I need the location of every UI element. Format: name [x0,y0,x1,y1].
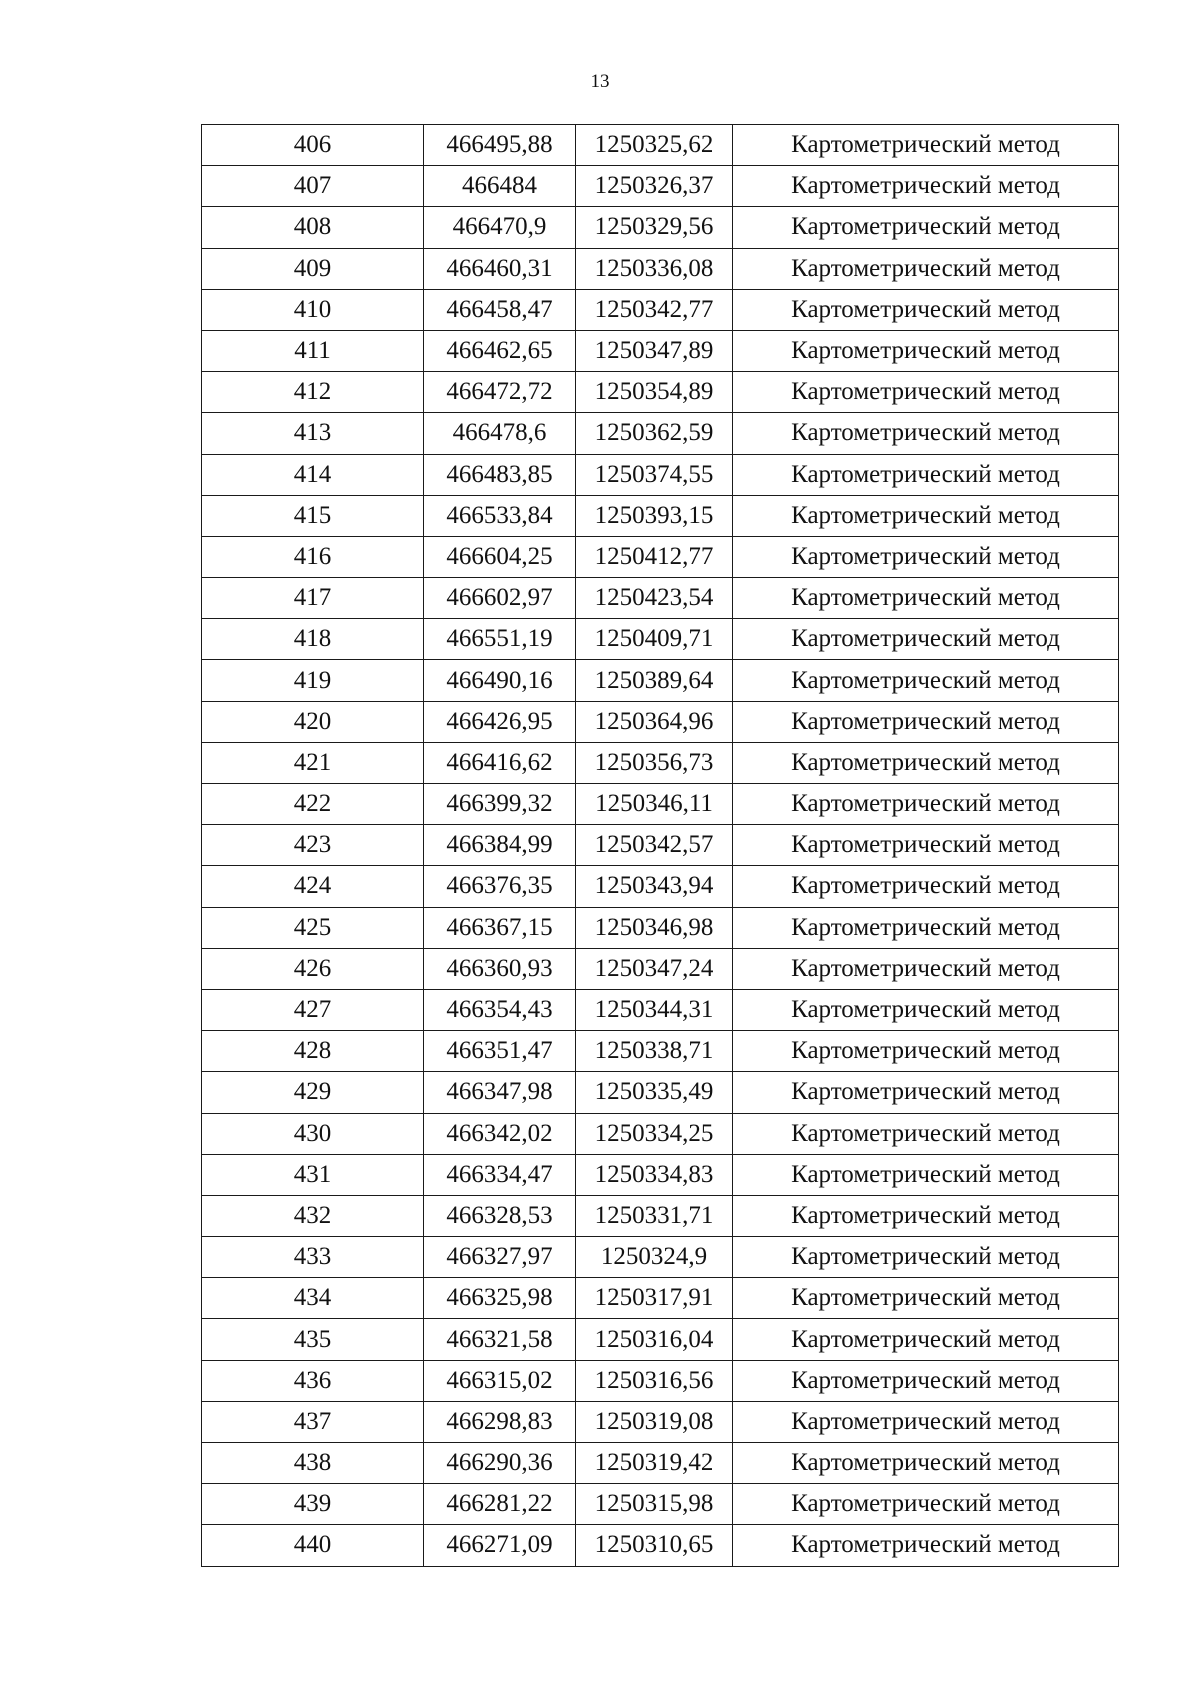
table-row [202,1113,1119,1154]
table-row [202,125,1119,166]
x-coordinate-cell: 466460,31 [424,248,576,289]
point-number-cell: 411 [202,330,424,371]
y-coordinate-cell: 1250354,89 [576,372,733,413]
y-coordinate-cell: 1250342,77 [576,289,733,330]
point-number-cell: 414 [202,454,424,495]
table-row [202,907,1119,948]
table-row [202,1443,1119,1484]
y-coordinate-cell: 1250364,96 [576,701,733,742]
point-number-cell: 428 [202,1031,424,1072]
y-coordinate-cell: 1250324,9 [576,1237,733,1278]
x-coordinate-cell: 466426,95 [424,701,576,742]
method-cell: Картометрический метод [733,1319,1119,1360]
y-coordinate-cell: 1250347,89 [576,330,733,371]
x-coordinate-cell: 466483,85 [424,454,576,495]
table-row [202,495,1119,536]
method-cell: Картометрический метод [733,1443,1119,1484]
x-coordinate-cell: 466342,02 [424,1113,576,1154]
x-coordinate-cell: 466458,47 [424,289,576,330]
point-number-cell: 431 [202,1154,424,1195]
point-number-cell: 439 [202,1484,424,1525]
point-number-cell: 413 [202,413,424,454]
x-coordinate-cell: 466367,15 [424,907,576,948]
y-coordinate-cell: 1250310,65 [576,1525,733,1566]
point-number-cell: 418 [202,619,424,660]
point-number-cell: 408 [202,207,424,248]
x-coordinate-cell: 466351,47 [424,1031,576,1072]
x-coordinate-cell: 466376,35 [424,866,576,907]
table-row [202,1154,1119,1195]
table-row [202,1484,1119,1525]
point-number-cell: 430 [202,1113,424,1154]
point-number-cell: 407 [202,166,424,207]
x-coordinate-cell: 466604,25 [424,536,576,577]
coordinates-table [201,124,1119,1567]
table-row [202,413,1119,454]
table-row [202,207,1119,248]
y-coordinate-cell: 1250316,04 [576,1319,733,1360]
table-row [202,330,1119,371]
table-row [202,1195,1119,1236]
x-coordinate-cell: 466281,22 [424,1484,576,1525]
point-number-cell: 433 [202,1237,424,1278]
x-coordinate-cell: 466551,19 [424,619,576,660]
method-cell: Картометрический метод [733,948,1119,989]
x-coordinate-cell: 466484 [424,166,576,207]
x-coordinate-cell: 466354,43 [424,989,576,1030]
y-coordinate-cell: 1250344,31 [576,989,733,1030]
y-coordinate-cell: 1250346,11 [576,784,733,825]
method-cell: Картометрический метод [733,1525,1119,1566]
method-cell: Картометрический метод [733,784,1119,825]
x-coordinate-cell: 466347,98 [424,1072,576,1113]
method-cell: Картометрический метод [733,619,1119,660]
point-number-cell: 412 [202,372,424,413]
x-coordinate-cell: 466478,6 [424,413,576,454]
point-number-cell: 420 [202,701,424,742]
x-coordinate-cell: 466472,72 [424,372,576,413]
y-coordinate-cell: 1250317,91 [576,1278,733,1319]
table-row [202,1525,1119,1566]
y-coordinate-cell: 1250409,71 [576,619,733,660]
point-number-cell: 427 [202,989,424,1030]
x-coordinate-cell: 466399,32 [424,784,576,825]
method-cell: Картометрический метод [733,166,1119,207]
method-cell: Картометрический метод [733,536,1119,577]
x-coordinate-cell: 466495,88 [424,125,576,166]
table-row [202,289,1119,330]
point-number-cell: 426 [202,948,424,989]
method-cell: Картометрический метод [733,989,1119,1030]
method-cell: Картометрический метод [733,742,1119,783]
y-coordinate-cell: 1250423,54 [576,578,733,619]
y-coordinate-cell: 1250389,64 [576,660,733,701]
point-number-cell: 429 [202,1072,424,1113]
x-coordinate-cell: 466360,93 [424,948,576,989]
method-cell: Картометрический метод [733,907,1119,948]
method-cell: Картометрический метод [733,1154,1119,1195]
table-row [202,454,1119,495]
y-coordinate-cell: 1250346,98 [576,907,733,948]
table-row [202,372,1119,413]
method-cell: Картометрический метод [733,454,1119,495]
table-row [202,166,1119,207]
y-coordinate-cell: 1250319,42 [576,1443,733,1484]
point-number-cell: 437 [202,1401,424,1442]
y-coordinate-cell: 1250334,83 [576,1154,733,1195]
method-cell: Картометрический метод [733,495,1119,536]
method-cell: Картометрический метод [733,207,1119,248]
coordinates-table-body [202,125,1119,1567]
y-coordinate-cell: 1250336,08 [576,248,733,289]
x-coordinate-cell: 466327,97 [424,1237,576,1278]
method-cell: Картометрический метод [733,660,1119,701]
y-coordinate-cell: 1250343,94 [576,866,733,907]
x-coordinate-cell: 466384,99 [424,825,576,866]
point-number-cell: 423 [202,825,424,866]
point-number-cell: 415 [202,495,424,536]
method-cell: Картометрический метод [733,825,1119,866]
point-number-cell: 436 [202,1360,424,1401]
point-number-cell: 421 [202,742,424,783]
table-row [202,578,1119,619]
point-number-cell: 425 [202,907,424,948]
method-cell: Картометрический метод [733,413,1119,454]
y-coordinate-cell: 1250412,77 [576,536,733,577]
table-row [202,619,1119,660]
point-number-cell: 419 [202,660,424,701]
y-coordinate-cell: 1250315,98 [576,1484,733,1525]
x-coordinate-cell: 466271,09 [424,1525,576,1566]
x-coordinate-cell: 466321,58 [424,1319,576,1360]
y-coordinate-cell: 1250316,56 [576,1360,733,1401]
point-number-cell: 416 [202,536,424,577]
table-row [202,701,1119,742]
method-cell: Картометрический метод [733,1195,1119,1236]
y-coordinate-cell: 1250329,56 [576,207,733,248]
table-row [202,1031,1119,1072]
table-row [202,825,1119,866]
y-coordinate-cell: 1250325,62 [576,125,733,166]
y-coordinate-cell: 1250347,24 [576,948,733,989]
x-coordinate-cell: 466490,16 [424,660,576,701]
x-coordinate-cell: 466533,84 [424,495,576,536]
x-coordinate-cell: 466416,62 [424,742,576,783]
method-cell: Картометрический метод [733,1237,1119,1278]
method-cell: Картометрический метод [733,372,1119,413]
point-number-cell: 438 [202,1443,424,1484]
method-cell: Картометрический метод [733,1401,1119,1442]
x-coordinate-cell: 466470,9 [424,207,576,248]
table-row [202,989,1119,1030]
page-number: 13 [590,71,610,92]
point-number-cell: 406 [202,125,424,166]
table-row [202,1278,1119,1319]
point-number-cell: 424 [202,866,424,907]
x-coordinate-cell: 466290,36 [424,1443,576,1484]
y-coordinate-cell: 1250335,49 [576,1072,733,1113]
point-number-cell: 434 [202,1278,424,1319]
method-cell: Картометрический метод [733,1360,1119,1401]
y-coordinate-cell: 1250342,57 [576,825,733,866]
table-row [202,248,1119,289]
table-row [202,784,1119,825]
x-coordinate-cell: 466315,02 [424,1360,576,1401]
x-coordinate-cell: 466602,97 [424,578,576,619]
table-row [202,1319,1119,1360]
method-cell: Картометрический метод [733,125,1119,166]
x-coordinate-cell: 466298,83 [424,1401,576,1442]
method-cell: Картометрический метод [733,701,1119,742]
table-row [202,660,1119,701]
method-cell: Картометрический метод [733,866,1119,907]
point-number-cell: 440 [202,1525,424,1566]
x-coordinate-cell: 466334,47 [424,1154,576,1195]
y-coordinate-cell: 1250334,25 [576,1113,733,1154]
table-row [202,866,1119,907]
method-cell: Картометрический метод [733,289,1119,330]
x-coordinate-cell: 466328,53 [424,1195,576,1236]
method-cell: Картометрический метод [733,1113,1119,1154]
x-coordinate-cell: 466462,65 [424,330,576,371]
y-coordinate-cell: 1250356,73 [576,742,733,783]
table-row [202,1237,1119,1278]
y-coordinate-cell: 1250331,71 [576,1195,733,1236]
y-coordinate-cell: 1250374,55 [576,454,733,495]
point-number-cell: 417 [202,578,424,619]
method-cell: Картометрический метод [733,1278,1119,1319]
method-cell: Картометрический метод [733,330,1119,371]
table-row [202,742,1119,783]
y-coordinate-cell: 1250326,37 [576,166,733,207]
point-number-cell: 410 [202,289,424,330]
method-cell: Картометрический метод [733,248,1119,289]
y-coordinate-cell: 1250338,71 [576,1031,733,1072]
method-cell: Картометрический метод [733,578,1119,619]
point-number-cell: 409 [202,248,424,289]
method-cell: Картометрический метод [733,1072,1119,1113]
table-row [202,1401,1119,1442]
point-number-cell: 422 [202,784,424,825]
point-number-cell: 432 [202,1195,424,1236]
table-row [202,948,1119,989]
y-coordinate-cell: 1250393,15 [576,495,733,536]
point-number-cell: 435 [202,1319,424,1360]
table-row [202,1360,1119,1401]
method-cell: Картометрический метод [733,1484,1119,1525]
table-row [202,1072,1119,1113]
x-coordinate-cell: 466325,98 [424,1278,576,1319]
y-coordinate-cell: 1250362,59 [576,413,733,454]
y-coordinate-cell: 1250319,08 [576,1401,733,1442]
method-cell: Картометрический метод [733,1031,1119,1072]
table-row [202,536,1119,577]
